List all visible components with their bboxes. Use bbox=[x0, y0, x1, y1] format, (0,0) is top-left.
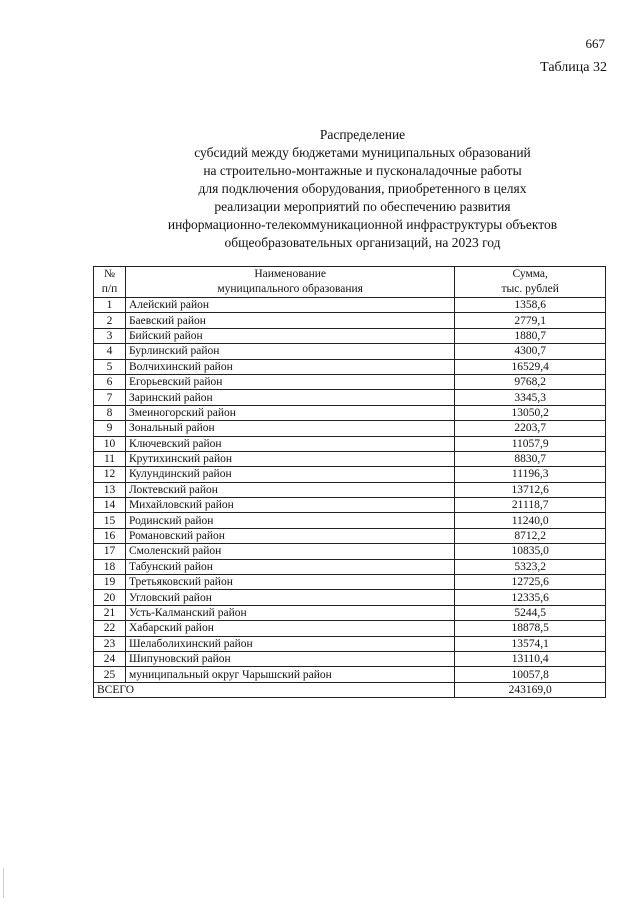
table-row bbox=[94, 636, 606, 651]
row-municipality: Кулундинский район bbox=[125, 467, 454, 482]
table-row bbox=[94, 651, 606, 666]
title-line: для подключения оборудования, приобретенного в целях bbox=[198, 181, 527, 196]
row-sum: 12725,6 bbox=[455, 575, 606, 590]
table-row bbox=[94, 328, 606, 343]
table-row bbox=[94, 298, 606, 313]
row-municipality: Егорьевский район bbox=[125, 374, 454, 389]
row-sum: 11240,0 bbox=[455, 513, 606, 528]
table-row bbox=[94, 421, 606, 436]
row-municipality: Романовский район bbox=[125, 528, 454, 543]
header-number bbox=[94, 267, 126, 298]
row-number: 9 bbox=[94, 421, 126, 436]
table-row bbox=[94, 405, 606, 420]
header-number-line2: п/п bbox=[101, 283, 118, 295]
row-number: 17 bbox=[94, 544, 126, 559]
row-municipality: Михайловский район bbox=[125, 498, 454, 513]
table-row bbox=[94, 667, 606, 682]
table-row bbox=[94, 374, 606, 389]
row-municipality: Бурлинский район bbox=[125, 344, 454, 359]
row-number: 24 bbox=[94, 651, 126, 666]
scan-edge-mark bbox=[3, 868, 4, 898]
row-municipality: Бийский район bbox=[125, 328, 454, 343]
row-number: 12 bbox=[94, 467, 126, 482]
row-number: 22 bbox=[94, 621, 126, 636]
row-number: 21 bbox=[94, 605, 126, 620]
row-number: 10 bbox=[94, 436, 126, 451]
row-sum: 9768,2 bbox=[455, 374, 606, 389]
row-number: 18 bbox=[94, 559, 126, 574]
table-row bbox=[94, 590, 606, 605]
row-number: 13 bbox=[94, 482, 126, 497]
document-title bbox=[90, 126, 635, 252]
row-municipality: Алейский район bbox=[125, 298, 454, 313]
row-municipality: Усть-Калманский район bbox=[125, 605, 454, 620]
header-sum-line2: тыс. рублей bbox=[501, 283, 559, 295]
header-sum bbox=[455, 267, 606, 298]
row-number: 14 bbox=[94, 498, 126, 513]
row-number: 19 bbox=[94, 575, 126, 590]
table-row bbox=[94, 544, 606, 559]
row-sum: 2203,7 bbox=[455, 421, 606, 436]
table-row bbox=[94, 482, 606, 497]
total-label: ВСЕГО bbox=[94, 682, 455, 697]
row-municipality: Родинский район bbox=[125, 513, 454, 528]
row-sum: 10057,8 bbox=[455, 667, 606, 682]
table-header-row bbox=[94, 267, 606, 298]
row-sum: 11057,9 bbox=[455, 436, 606, 451]
title-line: Распределение bbox=[319, 127, 406, 142]
table-label: Таблица 32 bbox=[540, 60, 607, 75]
row-number: 25 bbox=[94, 667, 126, 682]
header-sum-line1: Сумма, bbox=[512, 268, 548, 280]
header-number-line1: № bbox=[103, 268, 115, 280]
row-municipality: Локтевский район bbox=[125, 482, 454, 497]
table-row bbox=[94, 605, 606, 620]
table-row bbox=[94, 313, 606, 328]
row-number: 7 bbox=[94, 390, 126, 405]
row-number: 20 bbox=[94, 590, 126, 605]
table-row bbox=[94, 344, 606, 359]
row-number: 23 bbox=[94, 636, 126, 651]
row-number: 15 bbox=[94, 513, 126, 528]
table-row bbox=[94, 559, 606, 574]
header-name-line1: Наименование bbox=[254, 268, 326, 280]
table-row bbox=[94, 467, 606, 482]
row-municipality: Баевский район bbox=[125, 313, 454, 328]
row-municipality: Табунский район bbox=[125, 559, 454, 574]
row-sum: 18878,5 bbox=[455, 621, 606, 636]
row-municipality: Хабарский район bbox=[125, 621, 454, 636]
title-line: общеобразовательных организаций, на 2023 год bbox=[224, 235, 501, 250]
row-municipality: Ключевский район bbox=[125, 436, 454, 451]
row-sum: 13110,4 bbox=[455, 651, 606, 666]
row-sum: 5323,2 bbox=[455, 559, 606, 574]
row-municipality: Волчихинский район bbox=[125, 359, 454, 374]
row-municipality: Шелаболихинский район bbox=[125, 636, 454, 651]
row-sum: 13574,1 bbox=[455, 636, 606, 651]
row-sum: 8712,2 bbox=[455, 528, 606, 543]
row-sum: 12335,6 bbox=[455, 590, 606, 605]
table-row bbox=[94, 498, 606, 513]
table-row bbox=[94, 575, 606, 590]
title-line: информационно-телекоммуникационной инфраструктуры объектов bbox=[167, 217, 558, 232]
row-number: 16 bbox=[94, 528, 126, 543]
row-municipality: Змеиногорский район bbox=[125, 405, 454, 420]
row-sum: 13050,2 bbox=[455, 405, 606, 420]
table-body bbox=[94, 298, 606, 698]
table-row bbox=[94, 528, 606, 543]
row-number: 11 bbox=[94, 451, 126, 466]
row-municipality: Смоленский район bbox=[125, 544, 454, 559]
page-number: 667 bbox=[585, 36, 605, 51]
row-municipality: Зональный район bbox=[125, 421, 454, 436]
table-row bbox=[94, 451, 606, 466]
row-sum: 21118,7 bbox=[455, 498, 606, 513]
row-sum: 1358,6 bbox=[455, 298, 606, 313]
row-sum: 13712,6 bbox=[455, 482, 606, 497]
row-number: 8 bbox=[94, 405, 126, 420]
header-name-line2: муниципального образования bbox=[217, 283, 363, 295]
table-row bbox=[94, 513, 606, 528]
row-number: 5 bbox=[94, 359, 126, 374]
subsidy-distribution-table bbox=[93, 266, 606, 698]
title-line: реализации мероприятий по обеспечению развития bbox=[214, 199, 511, 214]
table-row bbox=[94, 621, 606, 636]
row-sum: 3345,3 bbox=[455, 390, 606, 405]
row-sum: 10835,0 bbox=[455, 544, 606, 559]
row-sum: 11196,3 bbox=[455, 467, 606, 482]
row-sum: 5244,5 bbox=[455, 605, 606, 620]
row-sum: 16529,4 bbox=[455, 359, 606, 374]
header-name bbox=[125, 267, 454, 298]
row-number: 4 bbox=[94, 344, 126, 359]
row-sum: 4300,7 bbox=[455, 344, 606, 359]
row-municipality: муниципальный округ Чарышский район bbox=[125, 667, 454, 682]
row-municipality: Крутихинский район bbox=[125, 451, 454, 466]
table-row bbox=[94, 359, 606, 374]
table-row bbox=[94, 436, 606, 451]
row-municipality: Шипуновский район bbox=[125, 651, 454, 666]
row-municipality: Угловский район bbox=[125, 590, 454, 605]
row-number: 3 bbox=[94, 328, 126, 343]
row-municipality: Третьяковский район bbox=[125, 575, 454, 590]
row-number: 6 bbox=[94, 374, 126, 389]
title-line: субсидий между бюджетами муниципальных образований bbox=[194, 145, 531, 160]
row-sum: 1880,7 bbox=[455, 328, 606, 343]
total-row bbox=[94, 682, 606, 697]
row-number: 1 bbox=[94, 298, 126, 313]
row-sum: 8830,7 bbox=[455, 451, 606, 466]
row-number: 2 bbox=[94, 313, 126, 328]
row-sum: 2779,1 bbox=[455, 313, 606, 328]
title-line: на строительно-монтажные и пусконаладочные работы bbox=[203, 163, 522, 178]
table-row bbox=[94, 390, 606, 405]
row-municipality: Заринский район bbox=[125, 390, 454, 405]
total-sum: 243169,0 bbox=[455, 682, 606, 697]
